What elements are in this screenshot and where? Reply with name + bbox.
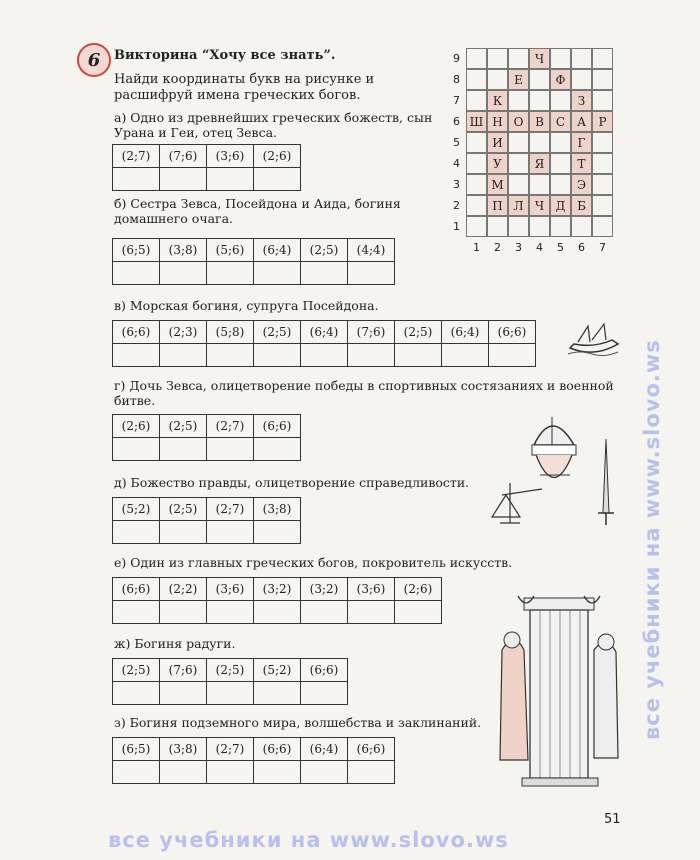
coordinate-code: (2;5) — [301, 239, 348, 262]
answer-letter-cell[interactable] — [207, 262, 254, 285]
grid-letter-cell: Ш — [466, 111, 487, 132]
coordinate-code: (4;4) — [348, 239, 395, 262]
coordinate-code: (3;2) — [301, 578, 348, 601]
answer-letter-cell[interactable] — [160, 682, 207, 705]
coordinate-code: (5;2) — [254, 659, 301, 682]
answer-table — [112, 320, 536, 367]
grid-cell — [550, 90, 571, 111]
grid-letter-cell: М — [487, 174, 508, 195]
answer-letter-cell[interactable] — [113, 262, 160, 285]
answer-letter-cell[interactable] — [113, 168, 160, 191]
answer-letter-cell[interactable] — [113, 344, 160, 367]
coordinate-code: (2;5) — [395, 321, 442, 344]
coordinate-code: (2;5) — [160, 498, 207, 521]
watermark-side: все учебники на www.slovo.ws — [640, 339, 664, 740]
answer-letter-cell[interactable] — [348, 262, 395, 285]
grid-cell — [487, 216, 508, 237]
answer-letter-cell[interactable] — [207, 761, 254, 784]
grid-cell — [592, 174, 613, 195]
grid-cell — [508, 174, 529, 195]
question-text: б) Сестра Зевса, Посейдона и Аида, богиня домашнего очага. — [114, 196, 401, 226]
answer-letter-cell[interactable] — [348, 761, 395, 784]
answer-letter-cell[interactable] — [113, 521, 160, 544]
grid-letter-cell: Г — [571, 132, 592, 153]
grid-cell — [592, 132, 613, 153]
answer-letter-cell[interactable] — [207, 521, 254, 544]
grid-cell — [571, 48, 592, 69]
grid-letter-cell: С — [550, 111, 571, 132]
grid-letter-cell: И — [487, 132, 508, 153]
answer-letter-cell[interactable] — [442, 344, 489, 367]
coordinate-code: (2;5) — [160, 415, 207, 438]
coordinate-code: (7;6) — [160, 145, 207, 168]
watermark-bottom: все учебники на www.slovo.ws — [108, 828, 509, 852]
coordinate-code: (6;4) — [301, 738, 348, 761]
coordinate-code: (2;7) — [207, 738, 254, 761]
grid-col-label: 7 — [599, 241, 606, 254]
coordinate-code: (2;6) — [395, 578, 442, 601]
grid-cell — [466, 90, 487, 111]
coordinate-code: (6;6) — [489, 321, 536, 344]
grid-cell — [487, 69, 508, 90]
grid-letter-cell: П — [487, 195, 508, 216]
answer-letter-cell[interactable] — [301, 682, 348, 705]
answer-letter-cell[interactable] — [207, 682, 254, 705]
answer-letter-cell[interactable] — [113, 438, 160, 461]
grid-row-label: 1 — [453, 220, 460, 233]
coordinate-code: (6;4) — [442, 321, 489, 344]
answer-letter-cell[interactable] — [301, 761, 348, 784]
grid-letter-cell: Б — [571, 195, 592, 216]
coordinate-code: (6;5) — [113, 738, 160, 761]
grid-cell — [592, 69, 613, 90]
grid-cell — [508, 48, 529, 69]
answer-letter-cell[interactable] — [395, 344, 442, 367]
grid-cell — [466, 216, 487, 237]
grid-col-label: 6 — [578, 241, 585, 254]
answer-table — [112, 658, 348, 705]
grid-cell — [466, 132, 487, 153]
coordinate-code: (6;6) — [113, 578, 160, 601]
grid-letter-cell: Р — [592, 111, 613, 132]
grid-cell — [550, 48, 571, 69]
grid-letter-cell: Е — [508, 69, 529, 90]
coordinate-code: (7;6) — [160, 659, 207, 682]
answer-letter-cell[interactable] — [489, 344, 536, 367]
grid-row-label: 2 — [453, 199, 460, 212]
grid-cell — [529, 132, 550, 153]
grid-col-label: 2 — [494, 241, 501, 254]
answer-letter-cell[interactable] — [254, 168, 301, 191]
answer-letter-cell[interactable] — [160, 601, 207, 624]
grid-cell — [550, 153, 571, 174]
answer-letter-cell[interactable] — [160, 262, 207, 285]
answer-letter-cell[interactable] — [160, 438, 207, 461]
answer-letter-cell[interactable] — [254, 344, 301, 367]
answer-letter-cell[interactable] — [113, 761, 160, 784]
grid-letter-cell: Д — [550, 195, 571, 216]
grid-cell — [592, 153, 613, 174]
coordinate-code: (3;2) — [254, 578, 301, 601]
coordinate-code: (3;6) — [207, 578, 254, 601]
grid-cell — [571, 216, 592, 237]
coordinate-code: (3;8) — [254, 498, 301, 521]
answer-letter-cell[interactable] — [254, 601, 301, 624]
answer-table — [112, 497, 301, 544]
grid-col-label: 1 — [473, 241, 480, 254]
grid-cell — [550, 216, 571, 237]
coordinate-code: (5;6) — [207, 239, 254, 262]
answer-letter-cell[interactable] — [160, 761, 207, 784]
coordinate-code: (7;6) — [348, 321, 395, 344]
coordinate-code: (5;2) — [113, 498, 160, 521]
grid-row-label: 3 — [453, 178, 460, 191]
grid-letter-cell: У — [487, 153, 508, 174]
grid-row-label: 5 — [453, 136, 460, 149]
grid-letter-cell: В — [529, 111, 550, 132]
ship-illustration — [566, 320, 622, 360]
question-text: е) Один из главных греческих богов, покровитель искусств. — [114, 555, 513, 570]
grid-letter-cell: З — [571, 90, 592, 111]
grid-cell — [529, 69, 550, 90]
grid-row-label: 9 — [453, 52, 460, 65]
grid-cell — [466, 195, 487, 216]
coordinate-code: (2;6) — [113, 415, 160, 438]
answer-letter-cell[interactable] — [301, 601, 348, 624]
coordinate-code: (3;8) — [160, 738, 207, 761]
answer-letter-cell[interactable] — [254, 438, 301, 461]
grid-letter-cell: К — [487, 90, 508, 111]
answer-letter-cell[interactable] — [160, 168, 207, 191]
coordinate-code: (5;8) — [207, 321, 254, 344]
answer-letter-cell[interactable] — [395, 601, 442, 624]
answer-letter-cell[interactable] — [301, 344, 348, 367]
coordinate-code: (6;6) — [254, 738, 301, 761]
answer-letter-cell[interactable] — [207, 168, 254, 191]
answer-letter-cell[interactable] — [160, 521, 207, 544]
grid-cell — [571, 69, 592, 90]
answer-table — [112, 414, 301, 461]
question-text: а) Одно из древнейших греческих божеств, сын Урана и Геи, отец Зевса. — [114, 110, 433, 140]
grid-cell — [466, 174, 487, 195]
grid-letter-cell: Ф — [550, 69, 571, 90]
coordinate-code: (2;7) — [207, 498, 254, 521]
answer-letter-cell[interactable] — [113, 682, 160, 705]
grid-cell — [592, 216, 613, 237]
coordinate-code: (2;5) — [113, 659, 160, 682]
grid-cell — [508, 90, 529, 111]
grid-cell — [508, 153, 529, 174]
grid-cell — [466, 153, 487, 174]
answer-letter-cell[interactable] — [254, 682, 301, 705]
grid-letter-cell: Ч — [529, 48, 550, 69]
grid-col-label: 4 — [536, 241, 543, 254]
answer-letter-cell[interactable] — [207, 601, 254, 624]
coordinate-code: (6;6) — [254, 415, 301, 438]
grid-cell — [508, 216, 529, 237]
coordinate-code: (6;5) — [113, 239, 160, 262]
coordinate-code: (6;4) — [301, 321, 348, 344]
answer-letter-cell[interactable] — [254, 521, 301, 544]
answer-letter-cell[interactable] — [348, 344, 395, 367]
grid-cell — [529, 90, 550, 111]
coordinate-code: (6;4) — [254, 239, 301, 262]
coordinate-code: (3;6) — [348, 578, 395, 601]
grid-letter-cell: Т — [571, 153, 592, 174]
grid-letter-cell: Л — [508, 195, 529, 216]
question-text: ж) Богиня радуги. — [114, 636, 236, 651]
exercise-title: Викторина “Хочу все знать”. — [114, 48, 336, 63]
answer-table — [112, 238, 395, 285]
question-text: з) Богиня подземного мира, волшебства и заклинаний. — [114, 715, 482, 730]
question-text: г) Дочь Зевса, олицетворение победы в спортивных состязаниях и военной битве. — [114, 378, 614, 408]
coordinate-code: (6;6) — [301, 659, 348, 682]
answer-letter-cell[interactable] — [207, 344, 254, 367]
coordinate-code: (3;6) — [207, 145, 254, 168]
exercise-intro: Найди координаты букв на рисунке и расшифруй имена греческих богов. — [114, 72, 375, 103]
page-number: 51 — [604, 812, 621, 827]
grid-cell — [529, 174, 550, 195]
coordinate-code: (6;6) — [348, 738, 395, 761]
coordinate-code: (2;5) — [207, 659, 254, 682]
grid-cell — [550, 174, 571, 195]
grid-row-label: 4 — [453, 157, 460, 170]
grid-cell — [592, 90, 613, 111]
answer-letter-cell[interactable] — [348, 601, 395, 624]
grid-row-label: 7 — [453, 94, 460, 107]
coordinate-code: (2;3) — [160, 321, 207, 344]
question-text: д) Божество правды, олицетворение справедливости. — [114, 475, 470, 490]
grid-cell — [508, 132, 529, 153]
coordinate-code: (6;6) — [113, 321, 160, 344]
grid-letter-cell: Ч — [529, 195, 550, 216]
grid-col-label: 5 — [557, 241, 564, 254]
coordinate-code: (2;7) — [207, 415, 254, 438]
answer-letter-cell[interactable] — [207, 438, 254, 461]
answer-letter-cell[interactable] — [254, 761, 301, 784]
grid-row-label: 6 — [453, 115, 460, 128]
grid-cell — [592, 48, 613, 69]
grid-cell — [487, 48, 508, 69]
grid-letter-cell: Н — [487, 111, 508, 132]
coordinate-code: (2;7) — [113, 145, 160, 168]
coordinate-code: (2;6) — [254, 145, 301, 168]
answer-table — [112, 144, 301, 191]
answer-table — [112, 577, 442, 624]
grid-row-label: 8 — [453, 73, 460, 86]
grid-letter-cell: Э — [571, 174, 592, 195]
column-figures-illustration — [482, 590, 627, 790]
grid-letter-cell: О — [508, 111, 529, 132]
answer-table — [112, 737, 395, 784]
coordinate-code: (2;2) — [160, 578, 207, 601]
exercise-number-badge: 6 — [77, 43, 111, 77]
grid-cell — [529, 216, 550, 237]
coordinate-code: (2;5) — [254, 321, 301, 344]
answer-letter-cell[interactable] — [301, 262, 348, 285]
answer-letter-cell[interactable] — [160, 344, 207, 367]
justice-goddess-illustration — [482, 405, 627, 530]
grid-letter-cell: А — [571, 111, 592, 132]
grid-cell — [466, 69, 487, 90]
coordinate-code: (3;8) — [160, 239, 207, 262]
grid-cell — [592, 195, 613, 216]
grid-cell — [466, 48, 487, 69]
grid-cell — [550, 132, 571, 153]
question-text: в) Морская богиня, супруга Посейдона. — [114, 298, 379, 313]
answer-letter-cell[interactable] — [113, 601, 160, 624]
grid-col-label: 3 — [515, 241, 522, 254]
grid-letter-cell: Я — [529, 153, 550, 174]
answer-letter-cell[interactable] — [254, 262, 301, 285]
